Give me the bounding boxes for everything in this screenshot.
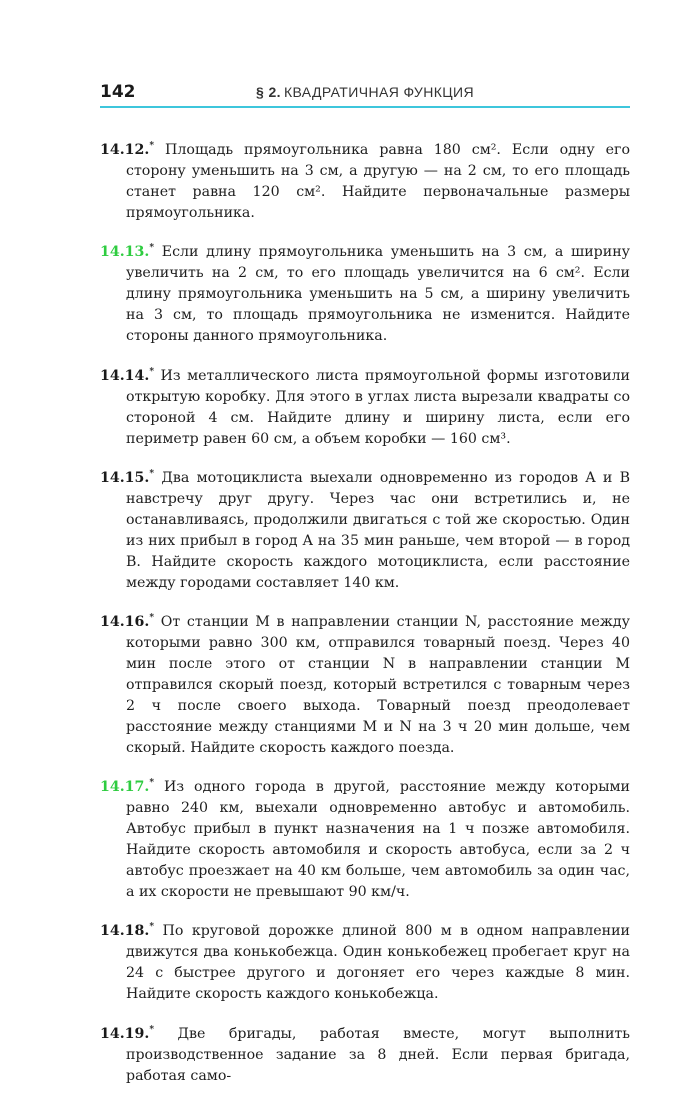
problem-14-17 xyxy=(100,773,630,903)
problem-number: 14.14. xyxy=(100,367,150,384)
problem-number: 14.17. xyxy=(100,779,150,796)
page-header xyxy=(100,80,630,108)
problem-text: Две бригады, работая вместе, могут выполнить производственное задание за 8 дней. Если первая бригада, работая само- xyxy=(126,1025,630,1084)
difficulty-star: * xyxy=(149,243,155,254)
problem-text: Из одного города в другой, расстояние между которыми равно 240 км, выехали одновременно автобус и автомобиль. Автобус прибыл в пункт назначения на 1 ч позже автомобиля. Найдите скорость автомобиля и скорость автобуса, если за 2 ч автобус проезжает на 40 км больше, чем автомобиль за один час, а их скорости не превышают 90 км/ч. xyxy=(126,779,630,901)
section-name: КВАДРАТИЧНАЯ ФУНКЦИЯ xyxy=(283,84,475,100)
problem-14-15 xyxy=(100,464,630,594)
problem-number: 14.19. xyxy=(100,1025,150,1042)
problem-14-18 xyxy=(100,917,630,1005)
problem-number: 14.12. xyxy=(100,142,150,159)
difficulty-star: * xyxy=(149,468,155,479)
problem-text: По круговой дорожке длиной 800 м в одном направлении движутся два конькобежца. Один конькобежец пробегает круг на 24 с быстрее другого и догоняет его через каждые 8 мин. Найдите скорость каждого конькобежца. xyxy=(126,923,630,1003)
problem-14-16 xyxy=(100,608,630,759)
problem-text: Из металлического листа прямоугольной формы изготовили открытую коробку. Для этого в углах листа вырезали квадраты со стороной 4 см. Найдите длину и ширину листа, если его периметр равен 60 см, а объем коробки — 160 см³. xyxy=(126,367,631,447)
problem-number: 14.18. xyxy=(100,923,150,940)
problem-text: Если длину прямоугольника уменьшить на 3 см, а ширину увеличить на 2 см, то его площадь увеличится на 6 см². Если длину прямоугольника уменьшить на 5 см, а ширину увеличить на 3 см, то площадь прямоугольника не изменится. Найдите стороны данного прямоугольника. xyxy=(126,244,630,345)
page-number: 142 xyxy=(100,82,136,102)
problem-14-19 xyxy=(100,1020,630,1087)
problem-text: От станции M в направлении станции N, расстояние между которыми равно 300 км, отправился товарный поезд. Через 40 мин после этого от станции N в направлении станции M отправился скорый поезд, который встретился с товарным через 2 ч после своего выхода. Товарный поезд преодолевает расстояние между станциями M и N на 3 ч 20 мин дольше, чем скорый. Найдите скорость каждого поезда. xyxy=(126,613,631,756)
problem-text: Два мотоциклиста выехали одновременно из городов A и B навстречу друг другу. Через час они встретились и, не останавливаясь, продолжили двигаться с той же скоростью. Один из них прибыл в город A на 35 мин раньше, чем второй — в город B. Найдите скорость каждого мотоциклиста, если расстояние между городами составляет 140 км. xyxy=(126,469,630,591)
problem-14-12 xyxy=(100,136,630,224)
problem-list xyxy=(100,122,630,1094)
difficulty-star: * xyxy=(149,778,155,789)
difficulty-star: * xyxy=(149,1024,155,1035)
difficulty-star: * xyxy=(149,366,155,377)
difficulty-star: * xyxy=(149,141,155,152)
problem-number: 14.16. xyxy=(100,613,150,630)
section-mark: § 2. xyxy=(256,84,281,100)
problem-number: 14.13. xyxy=(100,244,150,261)
section-title xyxy=(256,84,474,100)
problem-14-13 xyxy=(100,238,630,347)
problem-text: Площадь прямоугольника равна 180 см². Если одну его сторону уменьшить на 3 см, а другую — на 2 см, то его площадь станет равна 120 см². Найдите первоначальные размеры прямоугольника. xyxy=(126,142,630,222)
problem-number: 14.15. xyxy=(100,469,150,486)
problem-14-14 xyxy=(100,362,630,450)
difficulty-star: * xyxy=(149,612,155,623)
difficulty-star: * xyxy=(149,922,155,933)
